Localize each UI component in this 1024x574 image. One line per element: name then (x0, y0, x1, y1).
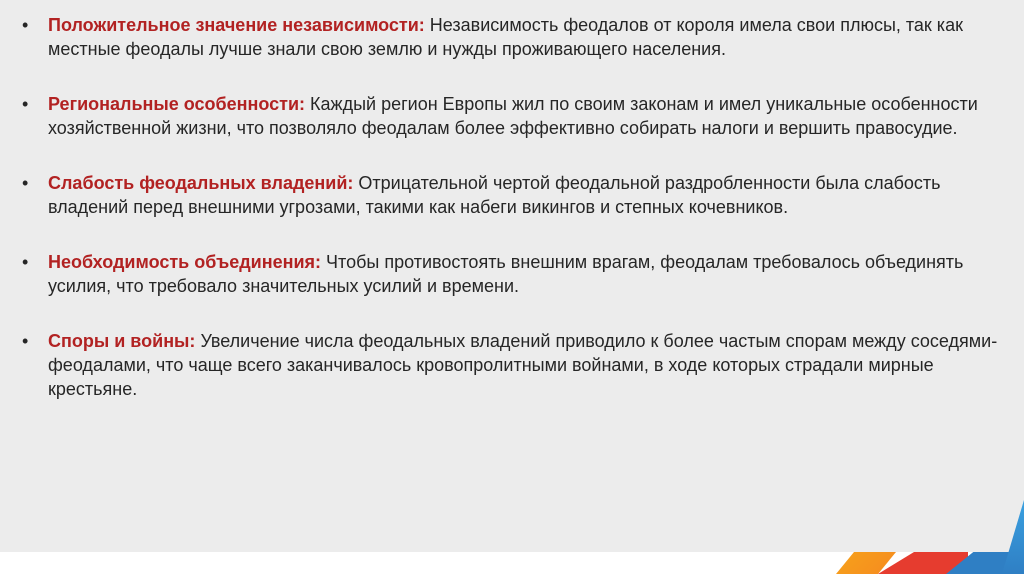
bullet-marker: • (22, 15, 29, 35)
bullet-marker: • (22, 94, 29, 114)
bullet-term: Слабость феодальных владений: (48, 173, 359, 193)
bullet-term: Споры и войны: (48, 331, 201, 351)
bullet-term: Региональные особенности: (48, 94, 311, 114)
bullet-term: Положительное значение независимости: (48, 15, 430, 35)
bullet-text: Отрицательной чертой феодальной раздробленности была слабость владений перед внешними угрозами, такими как набеги викингов и степных кочевников. (48, 173, 941, 217)
bullet-text: Независимость феодалов от короля имела свои плюсы, так как местные феодалы лучше знали свою землю и нужды проживающего населения. (48, 15, 963, 59)
bullet-list (22, 13, 1012, 401)
bullet-text: Чтобы противостоять внешним врагам, феодалам требовалось объединять усилия, что требовало значительных усилий и времени. (48, 252, 964, 296)
bullet-text: Увеличение числа феодальных владений приводило к более частым спорам между соседями-феодалами, что чаще всего заканчивалось кровопролитными войнами, в ходе которых страдали мирные крестьяне. (48, 331, 998, 399)
bullet-item-disputes-wars (22, 329, 1012, 401)
bullet-marker: • (22, 252, 29, 272)
bullet-item-positive-independence (22, 13, 1012, 61)
bullet-term: Необходимость объединения: (48, 252, 327, 272)
bullet-text: Каждый регион Европы жил по своим законам и имел уникальные особенности хозяйственной жизни, что позволяло феодалам более эффективно собирать налоги и вершить правосудие. (48, 94, 978, 138)
bullet-marker: • (22, 173, 29, 193)
bullet-item-unification (22, 250, 1012, 298)
bullet-item-regional-features (22, 92, 1012, 140)
bullet-marker: • (22, 331, 29, 351)
bullet-item-weakness (22, 171, 1012, 219)
